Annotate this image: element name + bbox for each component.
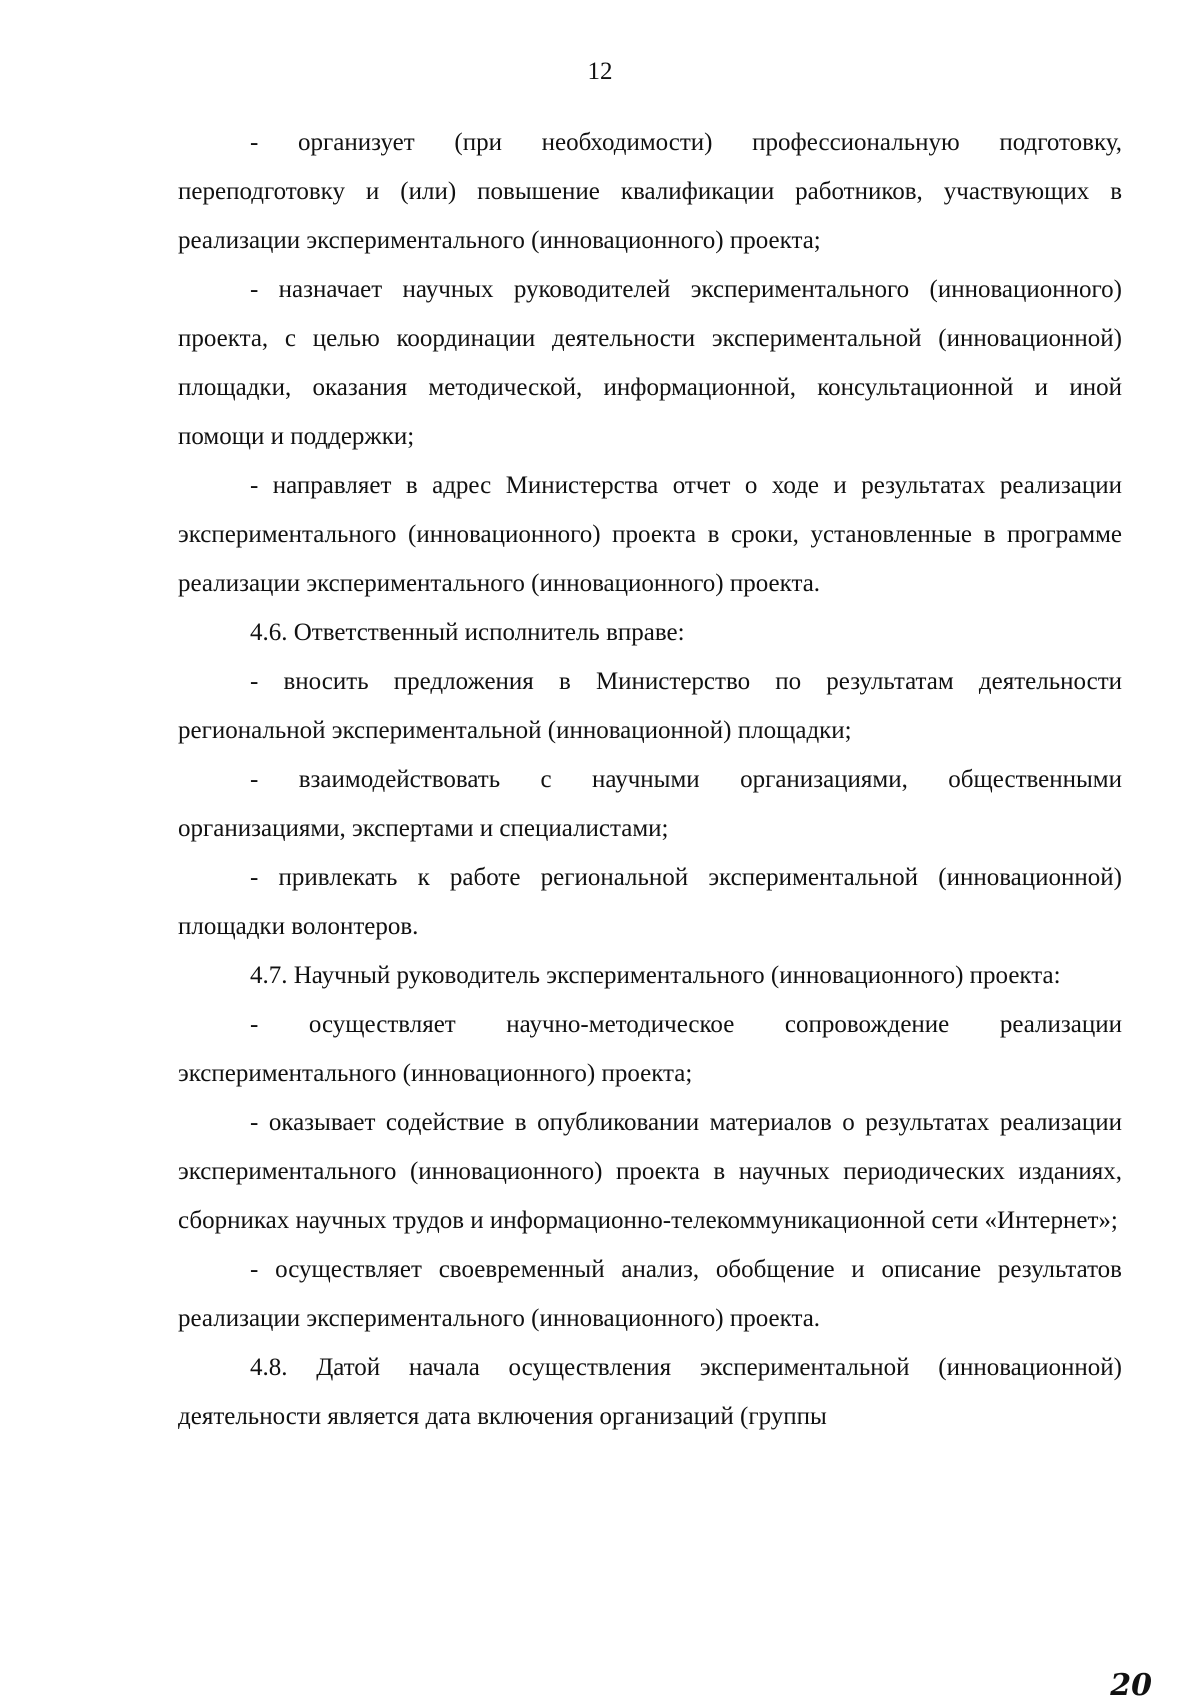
paragraph: - осуществляет своевременный анализ, обобщение и описание результатов реализации экспериментального (инновационного) проекта.: [178, 1256, 1122, 1332]
paragraph: - оказывает содействие в опубликовании материалов о результатах реализации экспериментального (инновационного) проекта в научных периодических изданиях, сборниках научных трудов и информационно-телекоммуникационной сети «Интернет»;: [178, 1109, 1122, 1234]
page-number: 12: [587, 58, 613, 85]
handwritten-page-note: 20: [1110, 1668, 1152, 1703]
paragraph: - привлекать к работе региональной экспериментальной (инновационной) площадки волонтеров.: [178, 864, 1122, 940]
section-heading: 4.7. Научный руководитель экспериментального (инновационного) проекта:: [250, 962, 1061, 989]
paragraph: 4.8. Датой начала осуществления экспериментальной (инновационной) деятельности является дата включения организаций (группы: [178, 1354, 1122, 1430]
paragraph: - вносить предложения в Министерство по результатам деятельности региональной экспериментальной (инновационной) площадки;: [178, 668, 1122, 744]
document-body: [178, 118, 1122, 1441]
paragraph: - взаимодействовать с научными организациями, общественными организациями, экспертами и специалистами;: [178, 766, 1122, 842]
section-heading: 4.6. Ответственный исполнитель вправе:: [250, 619, 685, 646]
paragraph: - направляет в адрес Министерства отчет о ходе и результатах реализации экспериментального (инновационного) проекта в сроки, установленные в программе реализации экспериментального (инновационного) проекта.: [178, 472, 1122, 597]
paragraph: - назначает научных руководителей экспериментального (инновационного) проекта, с целью координации деятельности экспериментальной (инновационной) площадки, оказания методической, информационной, консультационной и иной помощи и поддержки;: [178, 276, 1122, 450]
paragraph: - осуществляет научно-методическое сопровождение реализации экспериментального (инновационного) проекта;: [178, 1011, 1122, 1087]
paragraph: - организует (при необходимости) профессиональную подготовку, переподготовку и (или) повышение квалификации работников, участвующих в реализации экспериментального (инновационного) проекта;: [178, 129, 1122, 254]
